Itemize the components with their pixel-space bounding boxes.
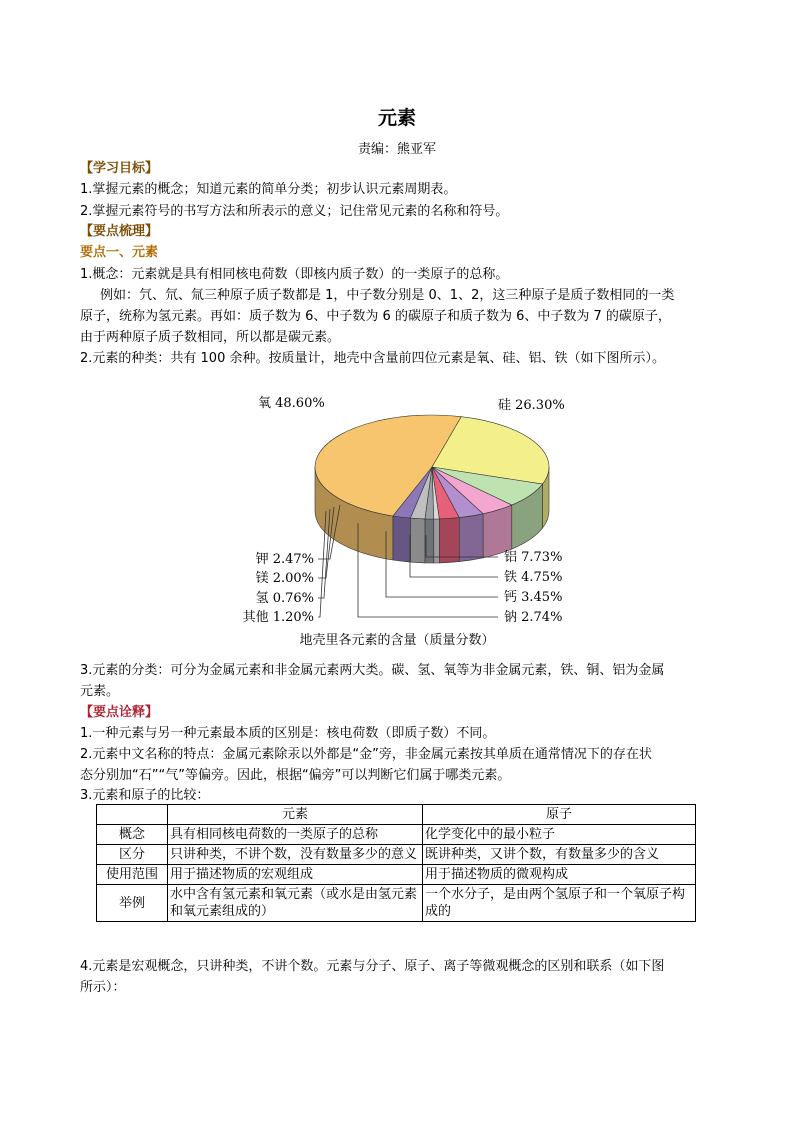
goal-1: 1.掌握元素的概念；知道元素的简单分类；初步认识元素周期表。 [80,182,457,197]
goal-2: 2.掌握元素符号的书写方法和所表示的意义；记住常见元素的名称和符号。 [80,204,509,219]
pie-label-铁: 铁 4.75% [504,570,563,585]
table-header-row [97,805,696,825]
row-label: 使用范围 [97,865,168,885]
crust-element-pie-chart [240,385,580,630]
table-row [97,825,696,845]
row-label: 区分 [97,845,168,865]
pie-side-钾 [393,516,411,562]
atom-cell: 用于描述物质的微观构成 [423,865,696,885]
pie-label-氢: 氢 0.76% [255,591,314,606]
atom-cell: 既讲种类，又讲个数，有数量多少的含义 [423,845,696,865]
pie-side-镁 [410,518,425,563]
pie-side-钠 [439,518,459,563]
explain-4-line-1: 4.元素是宏观概念，只讲种类，不讲个数。元素与分子、原子、离子等微观概念的区别和联系（如下图 [80,959,665,974]
element-cell: 具有相同核电荷数的一类原子的总称 [168,825,423,845]
kinds-text: 2.元素的种类：共有 100 余种。按质量计，地壳中含量前四位元素是氧、硅、铝、铁（如下图所示）。 [80,351,665,366]
explain-heading: 【要点诠释】 [80,705,159,720]
atom-cell: 化学变化中的最小粒子 [423,825,696,845]
example-line-1: 例如：氕、氘、氚三种原子质子数都是 1，中子数分别是 0、1、2，这三种原子是质子数相同的一类 [100,288,675,303]
goal-heading: 【学习目标】 [80,161,159,176]
point1-heading: 要点一、元素 [80,245,159,260]
page-title: 元素 [377,107,416,129]
pie-side-氢 [434,519,440,563]
table-row [97,885,696,922]
table-header: 元素 [168,805,423,825]
classification-line-2: 元素。 [80,684,120,699]
editor-credit: 责编：熊亚军 [357,142,436,157]
element-cell: 用于描述物质的宏观组成 [168,865,423,885]
explain-4-line-2: 所示）： [80,980,126,995]
explain-2-line-1: 2.元素中文名称的特点：金属元素除汞以外都是“金”旁，非金属元素按其单质在通常情况下的存在状 [80,747,652,762]
pie-label-镁: 镁 2.00% [255,571,314,586]
summary-heading: 【要点梳理】 [80,224,159,239]
element-cell: 只讲种类，不讲个数，没有数量多少的意义 [168,845,423,865]
explain-3: 3.元素和原子的比较： [80,788,210,803]
explain-2-line-2: 态分别加“石”“气”等偏旁。因此，根据“偏旁”可以判断它们属于哪类元素。 [80,768,511,783]
example-line-2: 原子，统称为氢元素。再如：质子数为 6、中子数为 6 的碳原子和质子数为 6、中子数为 7 的碳原子， [80,309,671,324]
row-label: 举例 [97,885,168,922]
concept-text: 1.概念：元素就是具有相同核电荷数（即核内质子数）的一类原子的总称。 [80,267,509,282]
table-row [97,865,696,885]
pie-label-硅: 硅 26.30% [498,398,565,413]
row-label: 概念 [97,825,168,845]
pie-label-铝: 铝 7.73% [504,550,563,565]
atom-cell: 一个水分子，是由两个氢原子和一个氧原子构成的 [423,885,696,922]
pie-label-钠: 钠 2.74% [504,610,563,625]
pie-label-钾: 钾 2.47% [255,552,314,567]
classification-line-1: 3.元素的分类：可分为金属元素和非金属元素两大类。碳、氢、氧等为非金属元素，铁、铜、铝为金属 [80,663,665,678]
example-line-3: 由于两种原子质子数相同，所以都是碳元素。 [80,330,341,345]
chart-caption: 地壳里各元素的含量（质量分数） [299,633,495,648]
pie-label-钙: 钙 3.45% [504,590,563,605]
table-header [97,805,168,825]
table-row [97,845,696,865]
pie-label-其他: 其他 1.20% [242,610,314,625]
pie-side-钙 [459,514,483,562]
element-cell: 水中含有氢元素和氧元素（或水是由氢元素和氧元素组成的） [168,885,423,922]
table-header: 原子 [423,805,696,825]
pie-label-氧: 氧 48.60% [258,396,325,411]
explain-1: 1.一种元素与另一种元素最本质的区别是：核电荷数（即质子数）不同。 [80,726,496,741]
comparison-table [96,804,696,922]
